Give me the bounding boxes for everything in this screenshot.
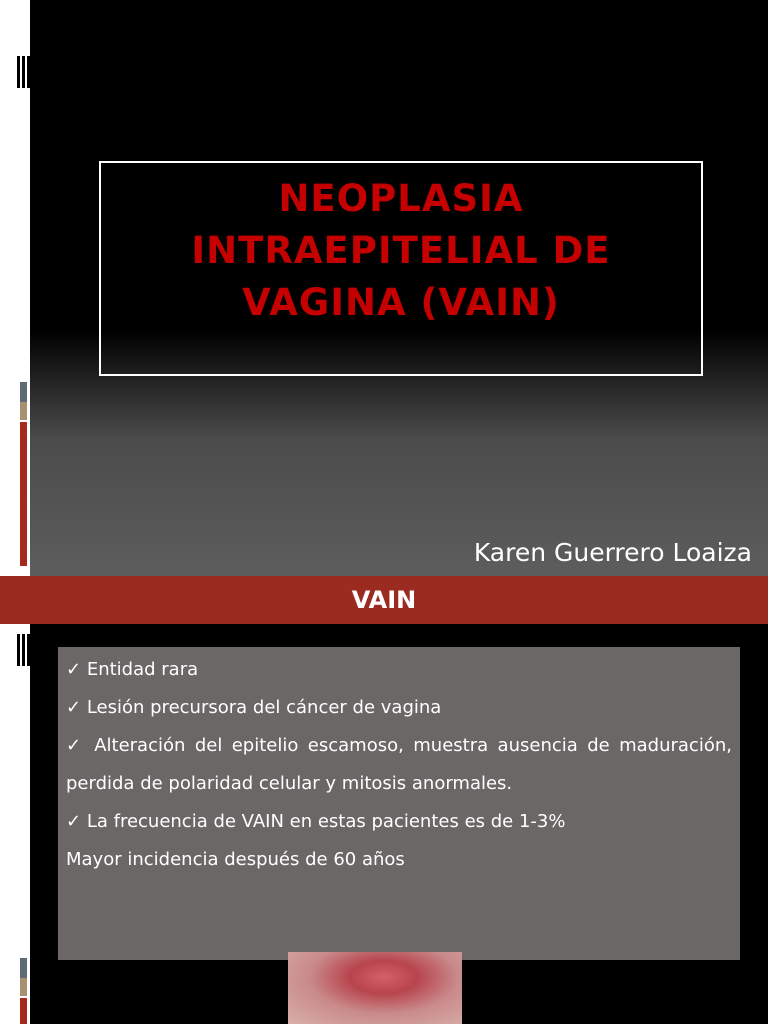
accent-bar-red	[20, 422, 27, 566]
check-icon: ✓	[66, 659, 82, 680]
bullet-text: Entidad rara	[86, 659, 199, 680]
bullet-text: Lesión precursora del cáncer de vagina	[86, 697, 442, 718]
bullet-text: La frecuencia de VAIN en estas pacientes es de 1-3%	[86, 811, 566, 832]
accent-bar-red	[20, 998, 27, 1024]
slide-header: VAIN	[0, 576, 768, 624]
check-icon: ✓	[66, 735, 85, 756]
author-name: Karen Guerrero Loaiza	[473, 538, 752, 567]
bullet-item	[66, 689, 732, 727]
slide-corner-icon	[17, 56, 31, 88]
bullet-text: Alteración del epitelio escamoso, muestra ausencia de maduración, perdida de polaridad celular y mitosis anormales.	[66, 735, 732, 794]
accent-bar-tan	[20, 978, 27, 996]
accent-bar-gray	[20, 382, 27, 402]
check-icon: ✓	[66, 811, 82, 832]
title-box	[99, 161, 703, 376]
slide-corner-icon	[17, 634, 31, 666]
clinical-photo	[288, 952, 462, 1024]
accent-bar-tan	[20, 402, 27, 420]
content-box	[58, 647, 740, 960]
bullet-item	[66, 651, 732, 689]
slide-title: NEOPLASIA INTRAEPITELIAL DE VAGINA (VAIN)	[191, 177, 611, 324]
accent-bar-gray	[20, 958, 27, 978]
content-slide	[0, 576, 768, 1024]
bullet-item	[66, 727, 732, 803]
check-icon: ✓	[66, 697, 82, 718]
extra-line: Mayor incidencia después de 60 años	[66, 849, 405, 870]
bullet-item	[66, 803, 732, 841]
